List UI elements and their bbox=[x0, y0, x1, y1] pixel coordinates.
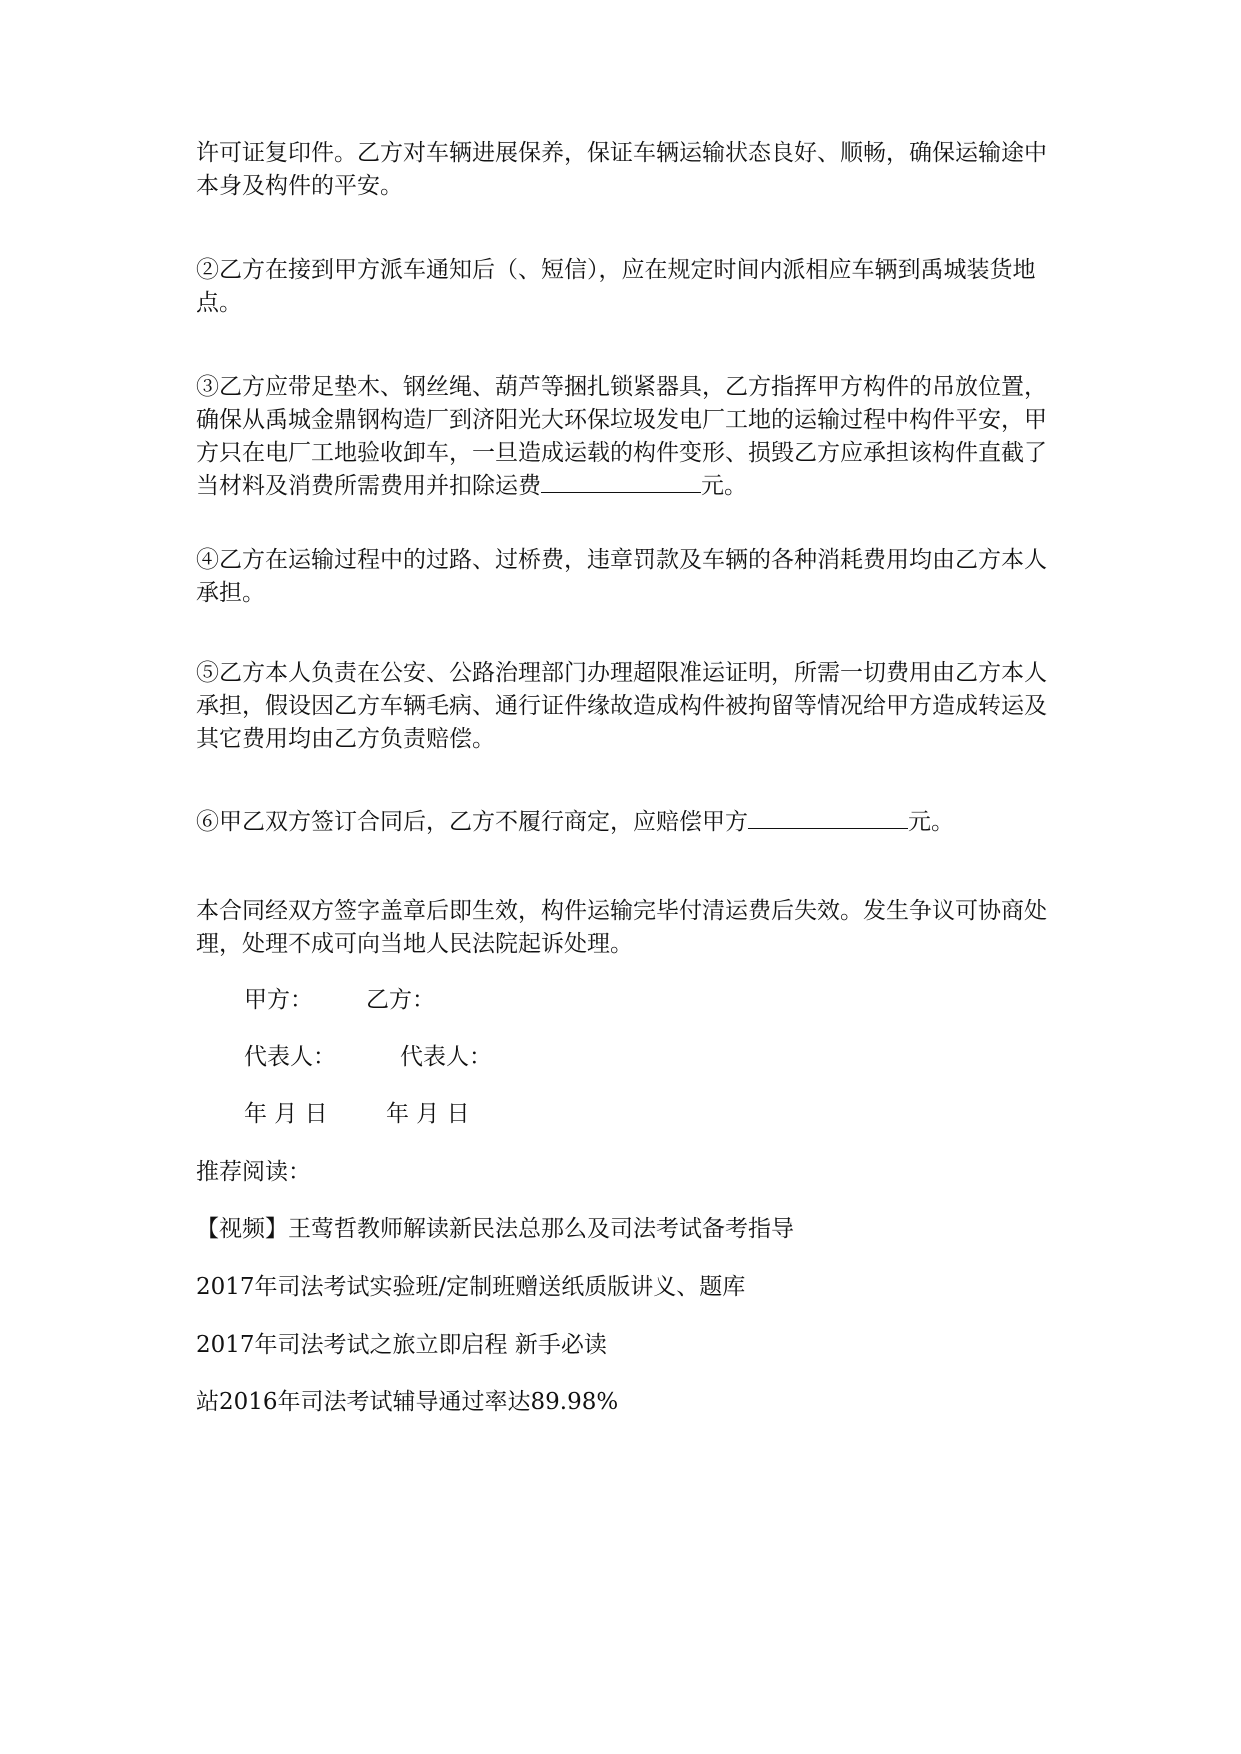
recommended-reading-heading: 推荐阅读： bbox=[196, 1159, 311, 1185]
paragraph-clause-5: ⑤乙方本人负责在公安、公路治理部门办理超限准运证明，所需一切费用由乙方本人承担，假设因乙方车辆毛病、通行证件缘故造成构件被拘留等情况给甲方造成转运及其它费用均由乙方负责赔偿。 bbox=[196, 660, 1047, 752]
fill-blank-compensation bbox=[748, 806, 908, 829]
clause-3-text: ③乙方应带足垫木、钢丝绳、葫芦等捆扎锁紧器具，乙方指挥甲方构件的吊放位置，确保从禹城金鼎钢构造厂到济阳光大环保垃圾发电厂工地的运输过程中构件平安，甲方只在电厂工地验收卸车，一旦造成运载的构件变形、损毁乙方应承担该构件直截了当材料及消费所需费用并扣除运费 bbox=[196, 374, 1047, 499]
recommended-link-pass-rate[interactable]: 站2016年司法考试辅导通过率达89.98% bbox=[196, 1389, 619, 1415]
paragraph-clause-6 bbox=[196, 806, 1056, 839]
clause-3-unit: 元。 bbox=[701, 473, 747, 499]
signature-row-date bbox=[244, 1099, 470, 1129]
date-a-label: 年 月 日 bbox=[244, 1101, 328, 1127]
paragraph-effective-terms: 本合同经双方签字盖章后即生效，构件运输完毕付清运费后失效。发生争议可协商处理，处理不成可向当地人民法院起诉处理。 bbox=[196, 898, 1047, 957]
signature-row-party bbox=[244, 985, 435, 1015]
representative-b-label: 代表人： bbox=[400, 1044, 492, 1070]
recommended-link-experimental-class[interactable]: 2017年司法考试实验班/定制班赠送纸质版讲义、题库 bbox=[196, 1274, 746, 1300]
recommended-link-journey-start[interactable]: 2017年司法考试之旅立即启程 新手必读 bbox=[196, 1332, 607, 1358]
representative-a-label: 代表人： bbox=[244, 1044, 336, 1070]
paragraph-clause-2: ②乙方在接到甲方派车通知后（、短信），应在规定时间内派相应车辆到禹城装货地点。 bbox=[196, 257, 1036, 316]
party-a-label: 甲方： bbox=[244, 987, 313, 1013]
clause-6-text: ⑥甲乙双方签订合同后，乙方不履行商定，应赔偿甲方 bbox=[196, 809, 748, 835]
recommended-link-video[interactable]: 【视频】王莺哲教师解读新民法总那么及司法考试备考指导 bbox=[196, 1216, 794, 1242]
party-b-label: 乙方： bbox=[366, 987, 435, 1013]
paragraph-clause-3 bbox=[196, 371, 1056, 503]
clause-6-unit: 元。 bbox=[908, 809, 954, 835]
paragraph-license-copy: 许可证复印件。乙方对车辆进展保养，保证车辆运输状态良好、顺畅，确保运输途中本身及构件的平安。 bbox=[196, 140, 1047, 199]
date-b-label: 年 月 日 bbox=[386, 1101, 470, 1127]
fill-blank-freight-deduction bbox=[541, 470, 701, 493]
paragraph-clause-4: ④乙方在运输过程中的过路、过桥费，违章罚款及车辆的各种消耗费用均由乙方本人承担。 bbox=[196, 547, 1047, 606]
signature-row-representative bbox=[244, 1042, 492, 1072]
